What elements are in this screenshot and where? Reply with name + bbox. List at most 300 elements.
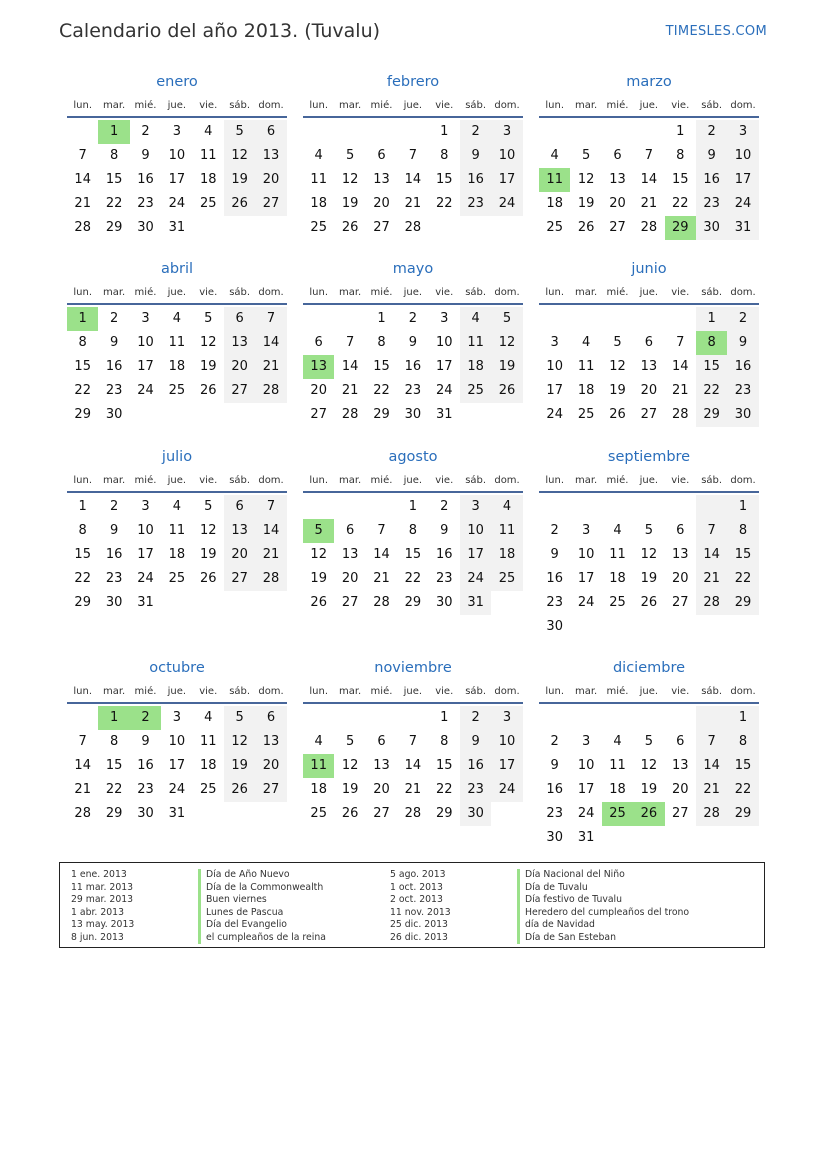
weekday-label: mié. — [606, 99, 629, 111]
weekday-label: vie. — [671, 286, 690, 298]
weekday-label: dom. — [258, 286, 284, 298]
empty-cell — [397, 120, 428, 144]
empty-cell — [696, 706, 727, 730]
calendar-day: 7 — [377, 523, 386, 538]
calendar-day: 4 — [460, 307, 491, 331]
calendar-day: 4 — [550, 148, 559, 163]
calendar-day: 3 — [172, 710, 181, 725]
month-name: abril — [160, 261, 194, 277]
calendar-day: 31 — [137, 595, 154, 610]
month-name: marzo — [626, 74, 672, 90]
calendar-day: 15 — [74, 359, 91, 374]
weekday-label: sáb. — [229, 685, 251, 697]
weekday-header — [539, 94, 759, 118]
calendar-day: 26 — [341, 220, 359, 235]
calendar-day: 9 — [141, 148, 150, 163]
calendar-day: 26 — [609, 407, 626, 422]
weekday-label: lun. — [73, 99, 93, 111]
calendar-day: 13 — [224, 519, 255, 543]
calendar-day: 21 — [255, 355, 286, 379]
calendar-day: 26 — [491, 379, 522, 403]
calendar-day: 10 — [168, 148, 186, 163]
calendar-day: 7 — [255, 307, 286, 331]
calendar-day: 24 — [168, 196, 186, 211]
calendar-day: 10 — [460, 519, 491, 543]
calendar-day: 13 — [609, 172, 626, 187]
empty-cell — [539, 706, 570, 730]
calendar-day: 22 — [671, 196, 689, 211]
month-diciembre — [539, 658, 759, 850]
weekday-label: vie. — [671, 685, 690, 697]
calendar-day: 11 — [199, 734, 217, 749]
day-grid — [303, 307, 523, 427]
calendar-day: 29 — [373, 407, 390, 422]
holiday-day: 11 — [539, 168, 570, 192]
weekday-label: jue. — [403, 99, 423, 111]
calendar-day: 25 — [310, 806, 327, 821]
calendar-day: 6 — [644, 335, 653, 350]
calendar-day: 18 — [609, 571, 626, 586]
calendar-day: 15 — [727, 543, 758, 567]
weekday-label: lun. — [73, 286, 93, 298]
calendar-day: 17 — [435, 359, 453, 374]
holiday-day: 13 — [303, 355, 334, 379]
calendar-day: 31 — [168, 806, 186, 821]
calendar-day: 11 — [168, 335, 186, 350]
empty-cell — [539, 120, 570, 144]
calendar-day: 20 — [341, 571, 359, 586]
calendar-day: 19 — [491, 355, 522, 379]
weekday-label: vie. — [435, 286, 454, 298]
calendar-day: 20 — [255, 168, 286, 192]
weekday-label: jue. — [639, 99, 659, 111]
calendar-day: 15 — [373, 359, 390, 374]
calendar-day: 5 — [644, 523, 653, 538]
calendar-day: 22 — [74, 571, 91, 586]
weekday-label: mar. — [574, 474, 598, 486]
weekday-header — [67, 469, 287, 493]
calendar-day: 8 — [109, 734, 119, 749]
month-agosto — [303, 447, 523, 615]
calendar-day: 20 — [373, 782, 390, 797]
calendar-day: 19 — [199, 547, 217, 562]
holiday-name: el cumpleaños de la reina — [198, 932, 326, 945]
weekday-label: vie. — [435, 474, 454, 486]
calendar-day: 27 — [373, 220, 390, 235]
calendar-day: 9 — [109, 523, 119, 538]
calendar-day: 9 — [727, 331, 758, 355]
calendar-day: 9 — [460, 144, 491, 168]
empty-cell — [334, 307, 365, 331]
calendar-day: 12 — [199, 335, 217, 350]
calendar-day: 13 — [255, 144, 286, 168]
calendar-day: 2 — [109, 311, 119, 326]
calendar-day: 3 — [460, 495, 491, 519]
calendar-day: 17 — [460, 543, 491, 567]
day-grid — [303, 706, 523, 826]
brand-link[interactable]: TIMESLES.COM — [665, 24, 767, 39]
calendar-day: 18 — [199, 758, 217, 773]
holiday-date: 1 oct. 2013 — [390, 881, 443, 893]
calendar-day: 2 — [109, 499, 119, 514]
weekday-label: mié. — [134, 474, 157, 486]
month-marzo — [539, 72, 759, 240]
empty-cell — [570, 307, 601, 331]
empty-cell — [570, 495, 601, 519]
day-grid — [67, 495, 287, 615]
holiday-name: Día del Evangelio — [198, 919, 326, 932]
calendar-day: 5 — [224, 706, 255, 730]
calendar-day: 4 — [204, 710, 213, 725]
calendar-day: 3 — [440, 311, 449, 326]
calendar-day: 3 — [141, 311, 150, 326]
calendar-day: 22 — [404, 571, 422, 586]
holiday-day: 29 — [665, 216, 696, 240]
calendar-day: 7 — [408, 734, 417, 749]
calendar-day: 9 — [109, 335, 119, 350]
calendar-day: 5 — [491, 307, 522, 331]
calendar-day: 28 — [373, 595, 390, 610]
calendar-day: 31 — [460, 591, 491, 615]
calendar-day: 10 — [546, 359, 563, 374]
calendar-day: 13 — [640, 359, 658, 374]
weekday-label: lun. — [73, 474, 93, 486]
weekday-label: mar. — [338, 99, 362, 111]
calendar-day: 17 — [577, 571, 595, 586]
calendar-day: 28 — [404, 806, 422, 821]
calendar-day: 4 — [491, 495, 522, 519]
calendar-day: 12 — [341, 172, 359, 187]
empty-cell — [633, 307, 664, 331]
calendar-day: 7 — [676, 335, 685, 350]
calendar-day: 4 — [314, 734, 323, 749]
day-grid — [67, 120, 287, 240]
weekday-label: mar. — [338, 685, 362, 697]
calendar-day: 16 — [105, 547, 123, 562]
weekday-label: vie. — [199, 99, 218, 111]
weekday-label: mié. — [606, 286, 629, 298]
calendar-day: 19 — [341, 196, 359, 211]
empty-cell — [303, 307, 334, 331]
month-name: julio — [161, 449, 193, 465]
weekday-label: lun. — [309, 685, 329, 697]
calendar-day: 23 — [460, 778, 491, 802]
calendar-day: 7 — [78, 734, 87, 749]
calendar-day: 11 — [491, 519, 522, 543]
calendar-day: 7 — [696, 519, 727, 543]
weekday-label: vie. — [435, 685, 454, 697]
day-grid — [539, 495, 759, 639]
calendar-day: 5 — [345, 148, 355, 163]
calendar-day: 25 — [310, 220, 327, 235]
calendar-day: 1 — [78, 499, 87, 514]
calendar-day: 3 — [172, 124, 181, 139]
calendar-day: 6 — [255, 706, 286, 730]
month-julio — [67, 447, 287, 615]
holiday-day: 1 — [67, 307, 98, 331]
calendar-day: 7 — [255, 495, 286, 519]
calendar-day: 27 — [609, 220, 626, 235]
calendar-day: 12 — [491, 331, 522, 355]
weekday-label: mié. — [370, 286, 393, 298]
weekday-label: sáb. — [465, 286, 487, 298]
day-grid — [539, 120, 759, 240]
calendar-day: 27 — [640, 407, 658, 422]
calendar-day: 26 — [577, 220, 595, 235]
weekday-label: dom. — [730, 474, 756, 486]
calendar-day: 22 — [105, 782, 123, 797]
calendar-day: 26 — [224, 192, 255, 216]
calendar-day: 20 — [224, 543, 255, 567]
calendar-day: 30 — [435, 595, 453, 610]
weekday-label: mar. — [338, 286, 362, 298]
calendar-day: 24 — [491, 192, 522, 216]
holiday-day: 26 — [633, 802, 664, 826]
empty-cell — [633, 120, 664, 144]
calendar-day: 14 — [373, 547, 390, 562]
empty-cell — [570, 120, 601, 144]
holiday-name: Día de Año Nuevo — [198, 869, 326, 882]
calendar-day: 12 — [640, 758, 658, 773]
calendar-day: 18 — [168, 359, 186, 374]
calendar-day: 10 — [168, 734, 186, 749]
calendar-day: 20 — [255, 754, 286, 778]
calendar-day: 12 — [199, 523, 217, 538]
calendar-day: 23 — [137, 196, 154, 211]
weekday-label: sáb. — [229, 474, 251, 486]
calendar-day: 1 — [727, 495, 758, 519]
calendar-day: 15 — [404, 547, 422, 562]
holiday-date: 1 abr. 2013 — [71, 906, 125, 918]
calendar-day: 30 — [105, 595, 123, 610]
calendar-day: 16 — [460, 168, 491, 192]
calendar-day: 27 — [224, 567, 255, 591]
empty-cell — [366, 495, 397, 519]
calendar-day: 23 — [435, 571, 453, 586]
calendar-day: 13 — [373, 172, 390, 187]
empty-cell — [303, 495, 334, 519]
weekday-label: sáb. — [701, 286, 723, 298]
holiday-name: Día de San Esteban — [517, 932, 689, 945]
calendar-day: 22 — [696, 379, 727, 403]
calendar-day: 2 — [696, 120, 727, 144]
holiday-name: Heredero del cumpleaños del trono — [517, 907, 689, 920]
calendar-day: 28 — [74, 806, 91, 821]
calendar-day: 9 — [550, 547, 559, 562]
calendar-day: 7 — [345, 335, 355, 350]
weekday-label: mié. — [134, 99, 157, 111]
calendar-day: 21 — [404, 782, 422, 797]
calendar-day: 18 — [491, 543, 522, 567]
calendar-day: 30 — [546, 619, 563, 634]
calendar-day: 3 — [491, 706, 522, 730]
calendar-day: 10 — [577, 758, 595, 773]
calendar-day: 11 — [199, 148, 217, 163]
calendar-day: 16 — [435, 547, 453, 562]
calendar-day: 4 — [613, 523, 622, 538]
calendar-day: 24 — [577, 595, 595, 610]
calendar-day: 12 — [341, 758, 359, 773]
calendar-day: 19 — [199, 359, 217, 374]
calendar-day: 13 — [224, 331, 255, 355]
calendar-day: 8 — [727, 519, 758, 543]
weekday-label: dom. — [730, 685, 756, 697]
holiday-date: 25 dic. 2013 — [390, 919, 448, 930]
calendar-day: 8 — [676, 148, 685, 163]
calendar-day: 31 — [168, 220, 186, 235]
weekday-label: mar. — [574, 286, 598, 298]
weekday-header — [539, 680, 759, 704]
calendar-day: 24 — [577, 806, 595, 821]
day-grid — [67, 307, 287, 427]
calendar-day: 28 — [74, 220, 91, 235]
weekday-header — [303, 469, 523, 493]
empty-cell — [303, 120, 334, 144]
calendar-day: 27 — [671, 806, 689, 821]
calendar-day: 27 — [671, 595, 689, 610]
calendar-day: 3 — [141, 499, 150, 514]
calendar-day: 20 — [640, 383, 658, 398]
calendar-day: 16 — [727, 355, 758, 379]
month-abril — [67, 259, 287, 427]
calendar-day: 5 — [581, 148, 591, 163]
calendar-day: 5 — [224, 120, 255, 144]
calendar-day: 12 — [224, 730, 255, 754]
calendar-day: 28 — [696, 802, 727, 826]
calendar-day: 15 — [74, 547, 91, 562]
calendar-day: 14 — [74, 758, 91, 773]
calendar-day: 16 — [404, 359, 422, 374]
weekday-header — [67, 281, 287, 305]
calendar-day: 12 — [310, 547, 327, 562]
calendar-day: 10 — [435, 335, 453, 350]
calendar-day: 6 — [613, 148, 622, 163]
calendar-day: 31 — [727, 216, 758, 240]
calendar-day: 3 — [727, 120, 758, 144]
weekday-label: lun. — [545, 286, 565, 298]
calendar-day: 11 — [609, 758, 626, 773]
calendar-day: 21 — [255, 543, 286, 567]
empty-cell — [602, 307, 633, 331]
weekday-label: mar. — [574, 685, 598, 697]
calendar-day: 23 — [460, 192, 491, 216]
calendar-day: 27 — [224, 379, 255, 403]
calendar-day: 17 — [168, 172, 186, 187]
holiday-date: 1 ene. 2013 — [71, 869, 127, 880]
calendar-day: 4 — [613, 734, 622, 749]
calendar-day: 21 — [74, 196, 91, 211]
calendar-day: 10 — [137, 523, 154, 538]
calendar-day: 13 — [671, 547, 689, 562]
calendar-day: 21 — [341, 383, 359, 398]
month-name: febrero — [386, 74, 440, 90]
month-name: agosto — [388, 449, 438, 465]
calendar-day: 13 — [255, 730, 286, 754]
calendar-day: 10 — [491, 144, 522, 168]
calendar-day: 29 — [105, 806, 123, 821]
calendar-day: 14 — [404, 758, 422, 773]
month-junio — [539, 259, 759, 427]
calendar-day: 29 — [404, 595, 422, 610]
day-grid — [303, 495, 523, 615]
weekday-label: mar. — [574, 99, 598, 111]
calendar-day: 13 — [341, 547, 359, 562]
calendar-day: 5 — [345, 734, 355, 749]
holiday-name: día de Navidad — [517, 919, 689, 932]
weekday-label: mié. — [606, 685, 629, 697]
calendar-day: 20 — [373, 196, 390, 211]
weekday-label: dom. — [494, 474, 520, 486]
calendar-day: 26 — [640, 595, 658, 610]
calendar-day: 28 — [404, 220, 422, 235]
weekday-label: mié. — [134, 286, 157, 298]
page-title: Calendario del año 2013. (Tuvalu) — [59, 20, 381, 42]
calendar-day: 21 — [404, 196, 422, 211]
calendar-day: 14 — [255, 519, 286, 543]
calendar-day: 8 — [377, 335, 386, 350]
calendar-day: 31 — [435, 407, 453, 422]
calendar-day: 23 — [105, 383, 123, 398]
weekday-label: mié. — [370, 685, 393, 697]
holiday-date: 8 jun. 2013 — [71, 931, 124, 943]
weekday-label: jue. — [167, 685, 187, 697]
weekday-label: jue. — [639, 685, 659, 697]
weekday-header — [67, 680, 287, 704]
calendar-day: 18 — [199, 172, 217, 187]
calendar-day: 24 — [435, 383, 453, 398]
calendar-day: 20 — [609, 196, 626, 211]
calendar-day: 23 — [137, 782, 154, 797]
weekday-label: mié. — [370, 474, 393, 486]
calendar-day: 26 — [341, 806, 359, 821]
weekday-label: jue. — [403, 286, 423, 298]
calendar-day: 6 — [676, 734, 685, 749]
holiday-date: 29 mar. 2013 — [71, 894, 134, 905]
weekday-label: vie. — [435, 99, 454, 111]
empty-cell — [366, 120, 397, 144]
empty-cell — [665, 495, 696, 519]
calendar-day: 22 — [435, 196, 453, 211]
holiday-date: 13 may. 2013 — [71, 919, 135, 930]
calendar-day: 8 — [78, 335, 87, 350]
calendar-day: 19 — [224, 754, 255, 778]
calendar-day: 1 — [408, 499, 417, 514]
empty-cell — [633, 495, 664, 519]
empty-cell — [696, 495, 727, 519]
weekday-label: jue. — [167, 99, 187, 111]
month-febrero — [303, 72, 523, 240]
empty-cell — [334, 495, 365, 519]
calendar-day: 11 — [577, 359, 595, 374]
calendar-day: 17 — [577, 782, 595, 797]
calendar-day: 9 — [696, 144, 727, 168]
empty-cell — [633, 706, 664, 730]
calendar-day: 27 — [255, 192, 286, 216]
calendar-day: 14 — [671, 359, 689, 374]
weekday-label: sáb. — [229, 286, 251, 298]
holiday-day: 11 — [303, 754, 334, 778]
calendar-day: 17 — [727, 168, 758, 192]
calendar-day: 29 — [105, 220, 123, 235]
calendar-day: 23 — [546, 595, 563, 610]
weekday-label: dom. — [258, 685, 284, 697]
calendar-day: 24 — [491, 778, 522, 802]
calendar-day: 17 — [137, 359, 154, 374]
calendar-day: 8 — [408, 523, 417, 538]
weekday-label: mar. — [102, 99, 126, 111]
holiday-legend — [59, 862, 765, 948]
holiday-day: 1 — [98, 706, 129, 730]
